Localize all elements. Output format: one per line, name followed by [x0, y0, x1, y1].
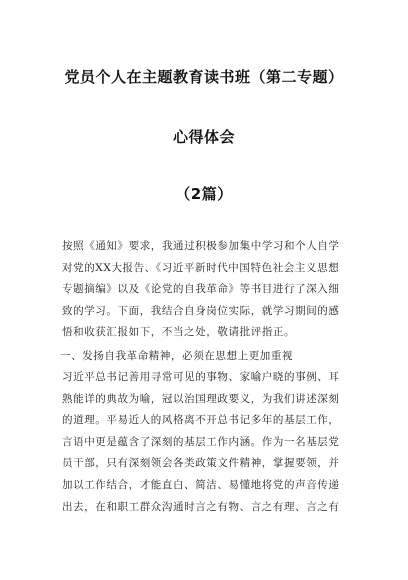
- text-line: 的道理。平易近人的风格离不开总书记多年的基层工作，: [62, 414, 340, 427]
- paragraph-section-1: [62, 367, 350, 518]
- text-line: 言语中更是蕴含了深刻的基层工作内涵。作为一名基层党: [62, 435, 340, 448]
- document-count: （2篇）: [175, 185, 233, 203]
- text-line: 对党的XX大报告、《习近平新时代中国特色社会主义思想: [62, 261, 340, 274]
- text-line: 熟能详的典故为喻，冠以治国理政要义，为我们讲述深刻: [62, 392, 340, 405]
- document-subtitle: 心得体会: [172, 128, 235, 146]
- paragraph-intro: [62, 236, 350, 344]
- text-line: 专题摘编》以及《论党的自我革命》等书目进行了深入细: [62, 283, 340, 296]
- section-heading: 一、发扬自我革命精神，必须在思想上更加重视: [60, 350, 294, 362]
- text-line: 悟和收获汇报如下，不当之处，敬请批评指正。: [62, 326, 296, 339]
- text-line: 按照《通知》要求，我通过积极参加集中学习和个人自学: [62, 240, 340, 252]
- text-line: 加以工作结合，才能直白、简洁、易懂地将党的声音传递: [62, 478, 340, 491]
- text-line: 员干部，只有深刻领会各类政策文件精神，掌握要领，并: [62, 457, 340, 470]
- document-title: 党员个人在主题教育读书班（第二专题）: [64, 68, 344, 86]
- text-line: 出去，在和职工群众沟通时言之有物、言之有理、言之有: [62, 500, 340, 513]
- text-line: 致的学习。下面，我结合自身岗位实际，就学习期间的感: [62, 304, 340, 317]
- text-line: 习近平总书记善用寻常可见的事物、家喻户晓的事例、耳: [62, 371, 340, 383]
